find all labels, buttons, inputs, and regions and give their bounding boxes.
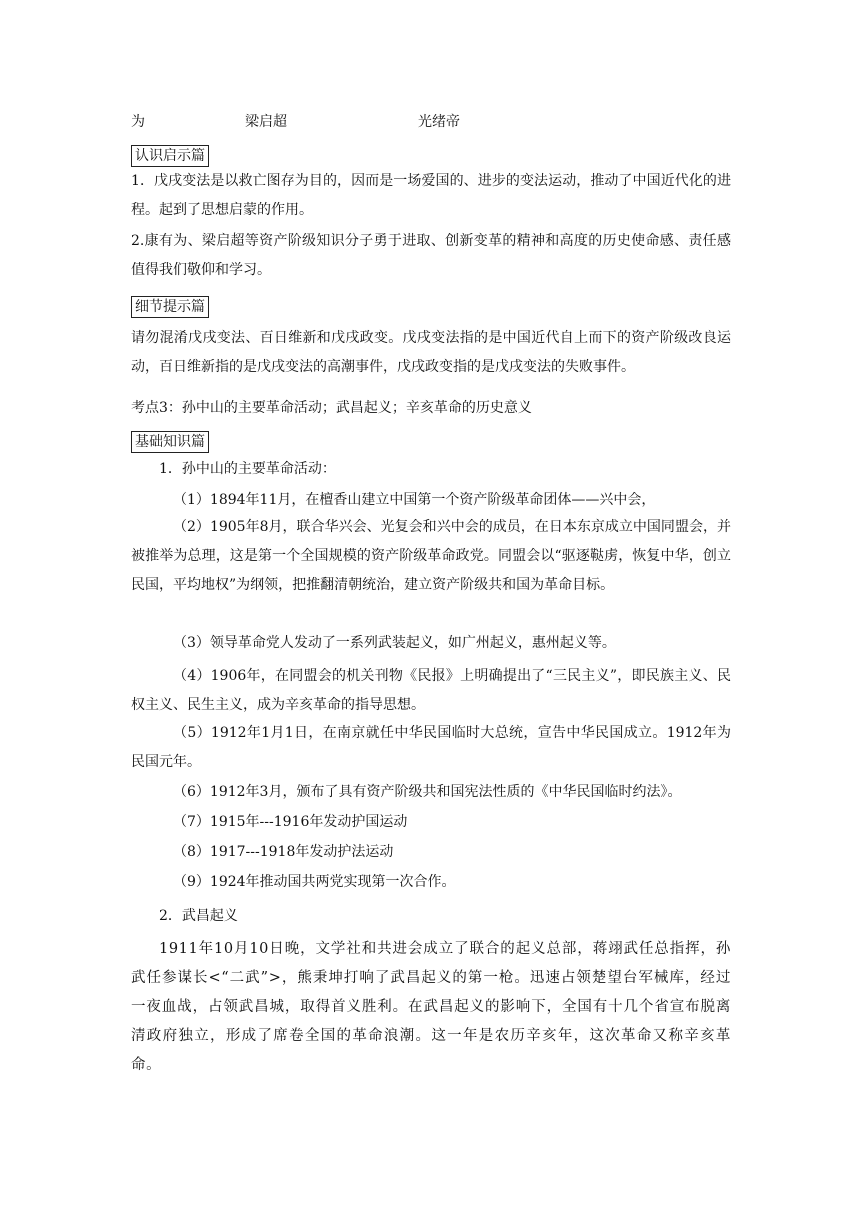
section-header-jichu: 基础知识篇 bbox=[131, 431, 209, 453]
list-item: （8）1917---1918年发动护法运动 bbox=[173, 844, 394, 860]
renshi-paragraph-2: 2.康有为、梁启超等资产阶级知识分子勇于进取、创新变革的精神和高度的历史使命感、责任感值得我们敬仰和学习。 bbox=[131, 233, 731, 278]
kaodian-heading: 考点3：孙中山的主要革命活动；武昌起义；辛亥革命的历史意义 bbox=[131, 400, 532, 416]
jichu-heading-1: 1．孙中山的主要革命活动： bbox=[159, 461, 336, 477]
list-item: （1）1894年11月，在檀香山建立中国第一个资产阶级革命团体——兴中会， bbox=[173, 492, 656, 508]
renshi-paragraph-1: 1．戊戌变法是以救亡图存为目的，因而是一场爱国的、进步的变法运动，推动了中国近代化的进程。起到了思想启蒙的作用。 bbox=[131, 173, 731, 218]
list-item: （9）1924年推动国共两党实现第一次合作。 bbox=[173, 874, 456, 890]
top-row-cell-3: 光绪帝 bbox=[418, 114, 460, 130]
list-item: （4）1906年，在同盟会的机关刊物《民报》上明确提出了“三民主义”，即民族主义、民权主义、民生主义，成为辛亥革命的指导思想。 bbox=[131, 668, 731, 713]
list-item: （6）1912年3月，颁布了具有资产阶级共和国宪法性质的《中华民国临时约法》。 bbox=[173, 784, 682, 800]
section-header-renshi: 认识启示篇 bbox=[131, 145, 209, 167]
list-item: （5）1912年1月1日，在南京就任中华民国临时大总统，宣告中华民国成立。1912年为民国元年。 bbox=[131, 725, 731, 770]
section-header-xijie: 细节提示篇 bbox=[131, 296, 209, 318]
wuchang-paragraph: 1911年10月10日晚，文学社和共进会成立了联合的起义总部，蒋翊武任总指挥，孙武任参谋长<“二武”>，熊秉坤打响了武昌起义的第一枪。迅速占领楚望台军械库，经过一夜血战，占领武昌城，取得首义胜利。在武昌起义的影响下，全国有十几个省宣布脱离清政府独立，形成了席卷全国的革命浪潮。这一年是农历辛亥年，这次革命又称辛亥革命。 bbox=[131, 941, 731, 1073]
list-item: （7）1915年---1916年发动护国运动 bbox=[173, 814, 408, 830]
jichu-heading-2: 2．武昌起义 bbox=[159, 908, 238, 924]
xijie-paragraph: 请勿混淆戊戌变法、百日维新和戊戌政变。戊戌变法指的是中国近代自上而下的资产阶级改良运动，百日维新指的是戊戌变法的高潮事件，戊戌政变指的是戊戌变法的失败事件。 bbox=[131, 330, 731, 375]
top-row-cell-1: 为 bbox=[131, 114, 145, 130]
top-row-cell-2: 梁启超 bbox=[245, 114, 287, 130]
list-item: （2）1905年8月，联合华兴会、光复会和兴中会的成员，在日本东京成立中国同盟会，并被推举为总理，这是第一个全国规模的资产阶级革命政党。同盟会以“驱逐鞑虏，恢复中华，创立民国，平均地权”为纲领，把推翻清朝统治，建立资产阶级共和国为革命目标。 bbox=[131, 519, 731, 593]
list-item: （3）领导革命党人发动了一系列武装起义，如广州起义，惠州起义等。 bbox=[173, 635, 616, 651]
